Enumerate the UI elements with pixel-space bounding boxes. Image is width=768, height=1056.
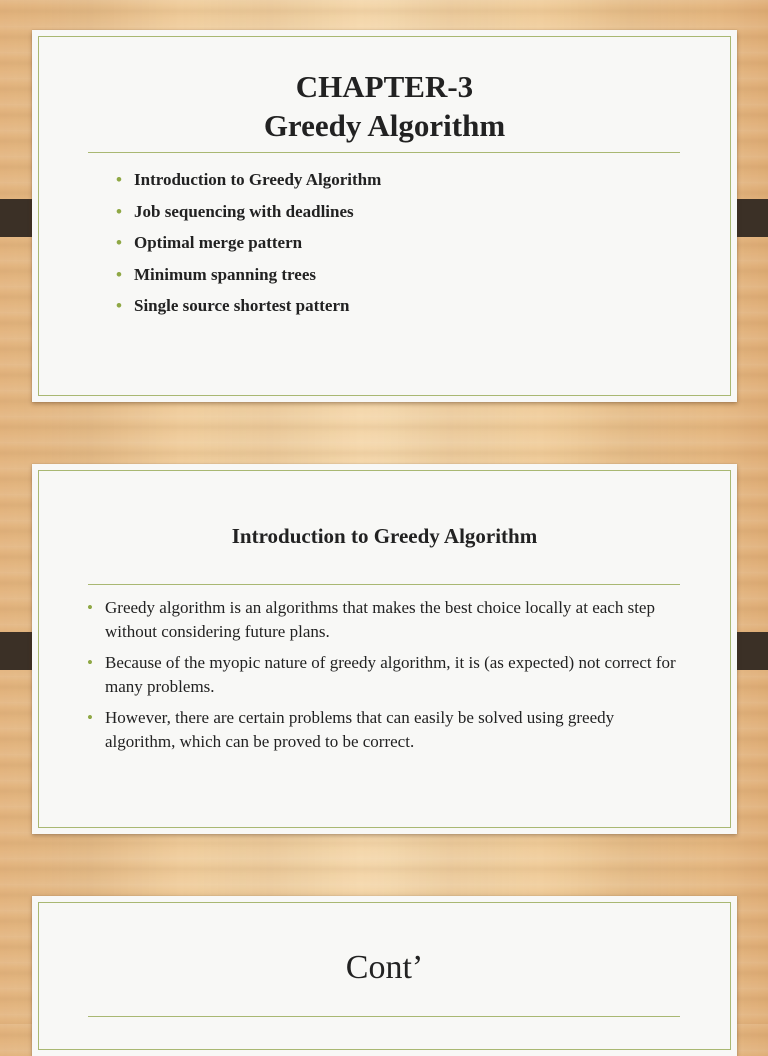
title-divider	[88, 152, 680, 153]
bullet-dot-icon: •	[116, 201, 122, 221]
list-item	[116, 227, 676, 259]
title-divider	[88, 584, 680, 585]
bullet-dot-icon: •	[116, 233, 122, 252]
list-item	[116, 290, 676, 322]
list-item	[87, 706, 677, 754]
slide-1[interactable]	[32, 30, 737, 402]
bullet-dot-icon: •	[87, 598, 93, 617]
bullet-dot-icon: •	[116, 264, 122, 284]
list-item	[87, 651, 677, 699]
chapter-subtitle: Greedy Algorithm	[263, 108, 506, 143]
list-item-text: Optimal merge pattern	[134, 233, 303, 252]
list-item-text: Minimum spanning trees	[134, 264, 316, 284]
list-item-text: Because of the myopic nature of greedy algorithm, it is (as expected) not correct for many problems.	[105, 653, 676, 696]
title-divider	[88, 1016, 680, 1017]
slide-title: Introduction to Greedy Algorithm	[231, 524, 538, 548]
list-item-text: Job sequencing with deadlines	[134, 201, 354, 221]
list-item	[116, 259, 676, 291]
list-item-text: However, there are certain problems that can easily be solved using greedy algorithm, which can be proved to be correct.	[105, 708, 615, 751]
chapter-title: CHAPTER-3	[295, 69, 474, 104]
bullet-dot-icon: •	[116, 170, 122, 189]
list-item-text: Greedy algorithm is an algorithms that makes the best choice locally at each step without considering future plans.	[105, 598, 655, 641]
slide-title: Cont’	[345, 949, 424, 986]
list-item-text: Introduction to Greedy Algorithm	[134, 170, 382, 189]
slide-3[interactable]	[32, 896, 737, 1056]
list-item	[87, 596, 677, 644]
list-item	[116, 196, 676, 228]
bullet-dot-icon: •	[116, 296, 122, 315]
bullet-dot-icon: •	[87, 708, 93, 727]
bullet-dot-icon: •	[87, 653, 93, 672]
list-item	[116, 164, 676, 196]
topic-list	[116, 164, 676, 322]
content-list	[87, 596, 677, 761]
list-item-text: Single source shortest pattern	[134, 296, 350, 315]
slide-2[interactable]	[32, 464, 737, 834]
